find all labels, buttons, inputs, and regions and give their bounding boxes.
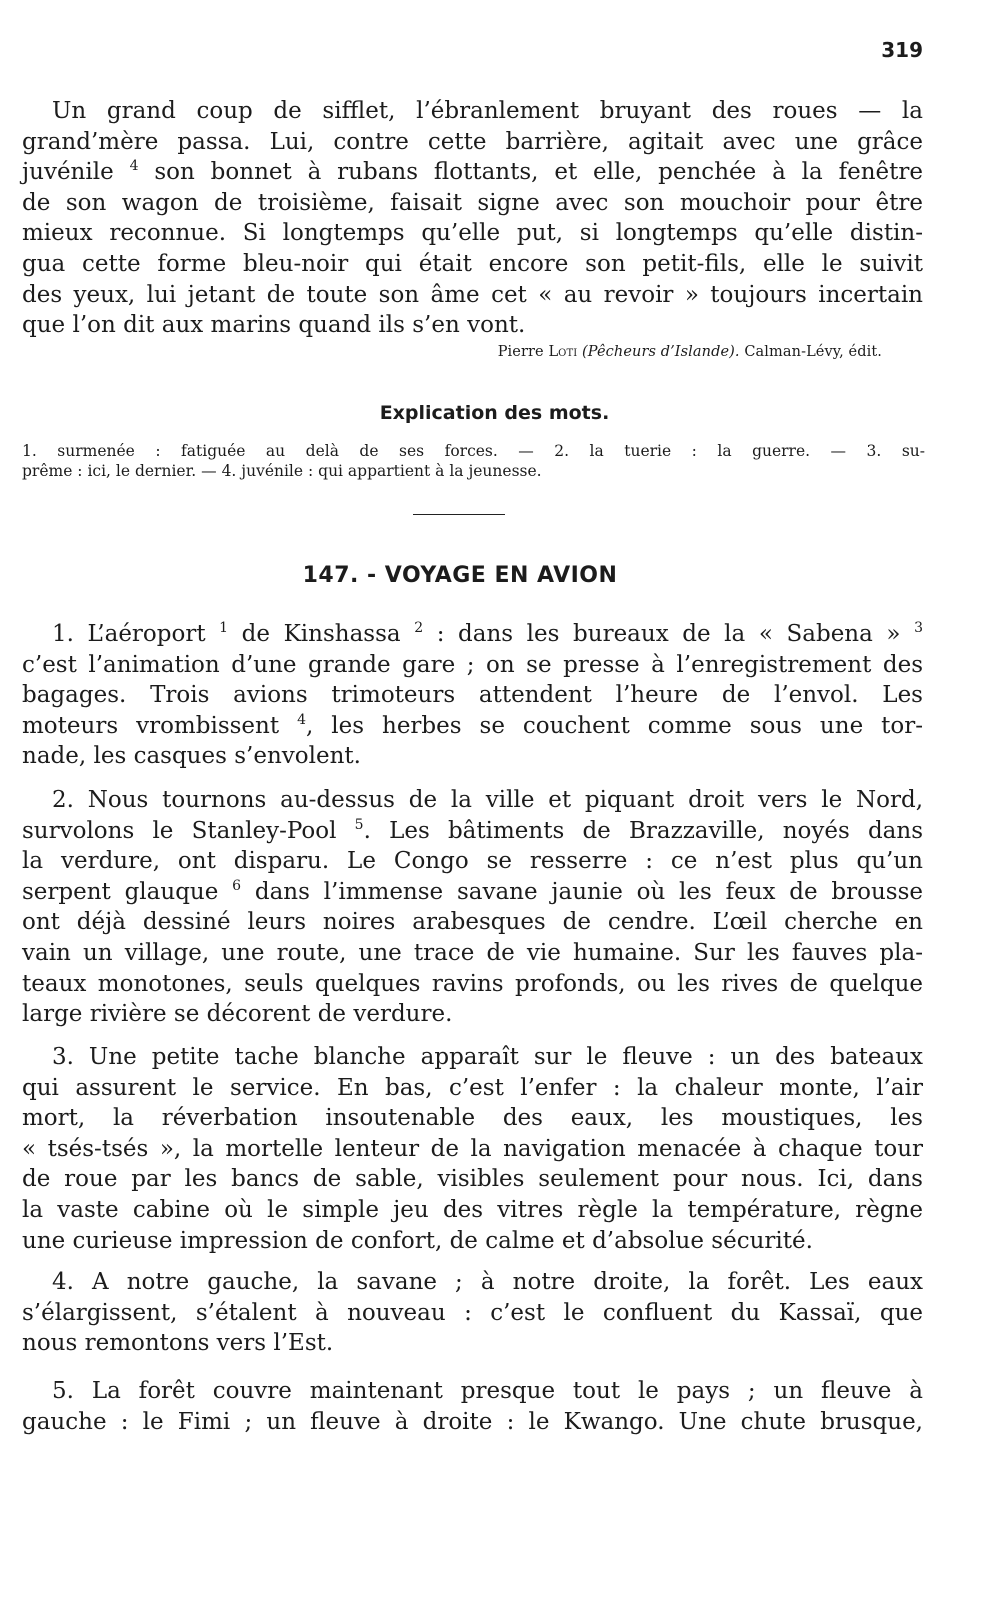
footnote-ref: 2: [414, 620, 424, 636]
text-line: [22, 619, 923, 650]
work-title: (Pêcheurs d’Islande).: [582, 344, 740, 360]
text-line: s’élargissent, s’étalent à nouveau : c’est le confluent du Kassaï, que: [22, 1299, 923, 1326]
footnote-ref: 4: [129, 158, 139, 175]
text-line: 2. Nous tournons au-dessus de la ville et piquant droit vers le Nord,: [52, 787, 923, 813]
text-line: 3. Une petite tache blanche apparaît sur le fleuve : un des bateaux: [52, 1044, 923, 1070]
paragraph-1: [22, 619, 923, 772]
text-fragment: serpent glauque: [22, 878, 219, 905]
text-line: ont déjà dessiné leurs noires arabesques de cendre. L’œil cherche en: [22, 909, 923, 936]
text-line: [22, 711, 923, 742]
text-fragment: : dans les bureaux de la « Sabena »: [423, 621, 901, 647]
text-line: la verdure, ont disparu. Le Congo se resserre : ce n’est plus qu’un: [22, 848, 923, 875]
text-fragment: . Les bâtiments de Brazzaville, noyés dans: [363, 817, 923, 844]
text-line: [22, 877, 923, 908]
paragraph-2: [22, 785, 923, 1030]
text-line: la vaste cabine où le simple jeu des vitres règle la température, règne: [22, 1196, 923, 1223]
paragraph-4: [22, 1267, 923, 1359]
footnote-ref: 4: [297, 711, 306, 728]
author-last-name: Loti: [548, 344, 578, 360]
text-line: nous remontons vers l’Est.: [22, 1330, 334, 1357]
text-fragment: , les herbes se couchent comme sous une tor-: [305, 712, 923, 739]
vocabulary-heading: Explication des mots.: [379, 402, 610, 424]
text-line: une curieuse impression de confort, de calme et d’absolue sécurité.: [22, 1227, 813, 1254]
text-line: teaux monotones, seuls quelques ravins profonds, ou les rives de quelque: [22, 970, 923, 997]
text-line: de son wagon de troisième, faisait signe avec son mouchoir pour être: [22, 189, 923, 216]
text-fragment: dans l’immense savane jaunie où les feux de brousse: [241, 878, 924, 905]
text-line: gauche : le Fimi ; un fleuve à droite : le Kwango. Une chute brusque,: [22, 1408, 923, 1435]
text-line: que l’on dit aux marins quand ils s’en vont.: [22, 312, 526, 339]
section-title: 147. - VOYAGE EN AVION: [302, 563, 618, 588]
footnote-ref: 3: [914, 620, 923, 636]
text-line: vain un village, une route, une trace de vie humaine. Sur les fauves pla-: [22, 939, 923, 966]
paragraph-3: [22, 1042, 923, 1256]
text-line: c’est l’animation d’une grande gare ; on se presse à l’enregistrement des: [22, 651, 923, 678]
text-line: 5. La forêt couvre maintenant presque tout le pays ; un fleuve à: [52, 1378, 923, 1404]
text-line: [22, 816, 923, 847]
text-line: grand’mère passa. Lui, contre cette barrière, agitait avec une grâce: [22, 128, 923, 155]
text-line: gua cette forme bleu-noir qui était encore son petit-fils, elle le suivit: [22, 250, 923, 277]
text-fragment: son bonnet à rubans flottants, et elle, penchée à la fenêtre: [138, 159, 924, 186]
text-line: qui assurent le service. En bas, c’est l’enfer : la chaleur monte, l’air: [22, 1074, 923, 1101]
attribution: [498, 344, 882, 360]
text-line: mieux reconnue. Si longtemps qu’elle put, si longtemps qu’elle distin-: [22, 220, 923, 247]
publisher: Calman-Lévy, édit.: [744, 344, 882, 360]
note-line: prême : ici, le dernier. — 4. juvénile : qui appartient à la jeunesse.: [22, 462, 542, 480]
text-fragment: moteurs vrombissent: [22, 712, 280, 739]
text-line: large rivière se décorent de verdure.: [22, 1001, 453, 1028]
text-line: nade, les casques s’envolent.: [22, 743, 361, 770]
text-line: mort, la réverbation insoutenable des eaux, les moustiques, les: [22, 1105, 923, 1132]
text-line: des yeux, lui jetant de toute son âme cet « au revoir » toujours incertain: [22, 281, 923, 308]
text-line: Un grand coup de sifflet, l’ébranlement bruyant des roues — la: [52, 98, 923, 124]
text-line: de roue par les bancs de sable, visibles seulement pour nous. Ici, dans: [22, 1166, 923, 1193]
author-first-name: Pierre: [497, 344, 544, 360]
page-number: 319: [881, 38, 923, 62]
text-line: [22, 157, 923, 188]
footnote-ref: 6: [232, 877, 242, 894]
text-line: bagages. Trois avions trimoteurs attendent l’heure de l’envol. Les: [22, 682, 923, 709]
text-fragment: juvénile: [22, 159, 114, 186]
footnote-ref: 5: [354, 816, 364, 833]
intro-paragraph: [22, 96, 923, 341]
text-fragment: 1. L’aéroport: [52, 621, 206, 647]
footnote-ref: 1: [219, 620, 229, 636]
text-line: « tsés-tsés », la mortelle lenteur de la navigation menacée à chaque tour: [22, 1135, 923, 1162]
text-fragment: survolons le Stanley-Pool: [22, 817, 337, 844]
text-fragment: de Kinshassa: [228, 621, 401, 647]
paragraph-5: [22, 1376, 923, 1437]
vocabulary-notes: [22, 441, 925, 481]
text-line: 4. A notre gauche, la savane ; à notre droite, la forêt. Les eaux: [52, 1269, 923, 1295]
divider: [413, 514, 505, 515]
note-line: 1. surmenée : fatiguée au delà de ses forces. — 2. la tuerie : la guerre. — 3. su-: [22, 442, 925, 460]
